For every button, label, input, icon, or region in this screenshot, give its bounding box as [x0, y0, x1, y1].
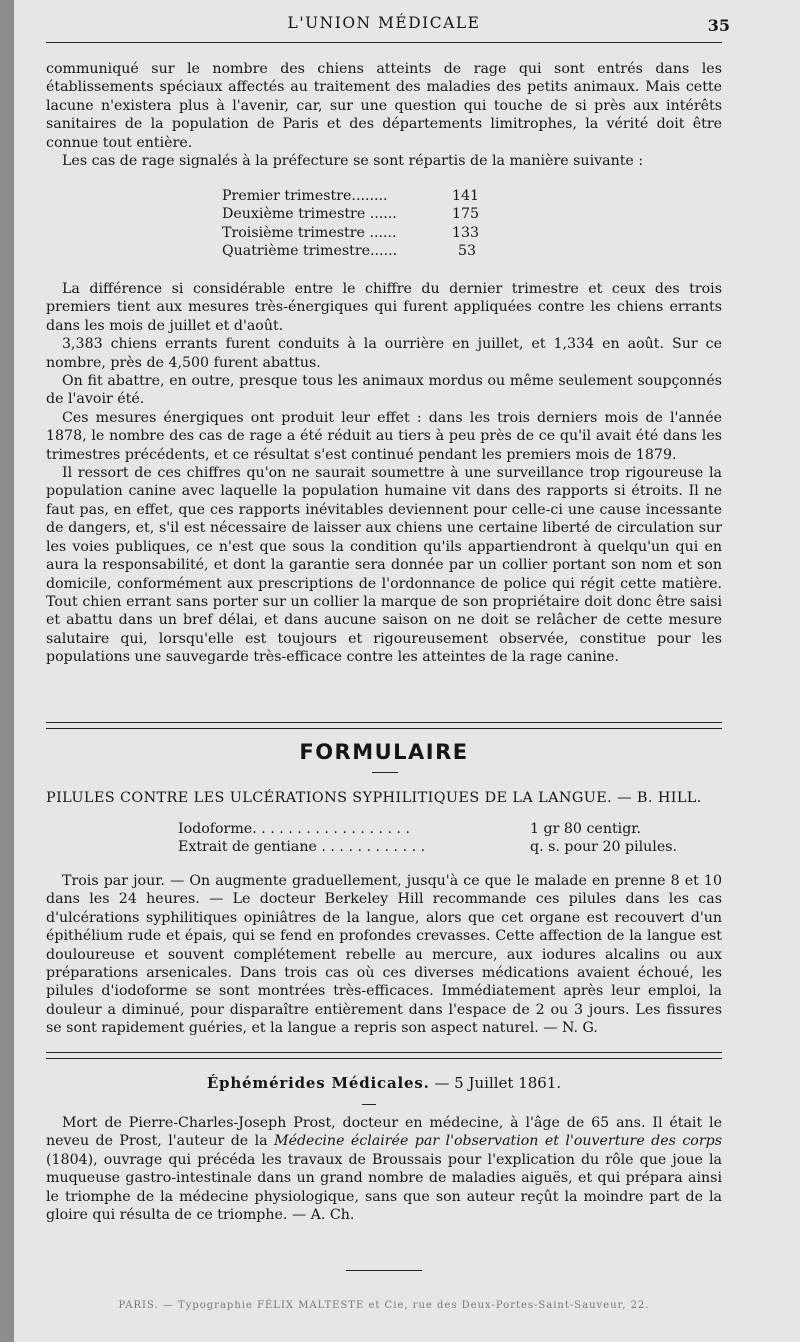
paragraph-6: Ces mesures énergiques ont produit leur effet : dans les trois derniers mois de l'année 1878, le nombre des cas de rage a été réduit au tiers à peu près de ce qu'il avait été dans les trimestres précédents, et ce résultat s'est continué pendant les premiers mois de 1879. [46, 409, 722, 463]
formulaire-heading: FORMULAIRE [299, 740, 469, 764]
article-continuation [46, 60, 722, 170]
quarter-label: Quatrième trimestre...... [222, 243, 398, 260]
quarter-label: Premier trimestre........ [222, 188, 388, 204]
quarter-value: 175 [452, 206, 480, 223]
recipe-ingredients [178, 820, 678, 857]
ephemerides-text-end: (1804), ouvrage qui précéda les travaux de Broussais pour l'explication du rôle que joue la muqueuse gastro-intestinale dans un grand nombre de maladies aiguës, et qui prépara ainsi le triomphe de la médecine physiologique, sans que son auteur reçût la moindre part de la gloire qui résulta de ce triomphe. — A. Ch. [46, 1151, 722, 1224]
running-header [46, 14, 730, 36]
heading-dash [372, 772, 398, 773]
ephemerides-date: — 5 Juillet 1861. [434, 1074, 562, 1092]
header-rule [46, 42, 722, 43]
ingredient-name: Extrait de gentiane . . . . . . . . . . . . [178, 839, 426, 856]
scan-edge [0, 0, 14, 1342]
recipe-title: PILULES CONTRE LES ULCÉRATIONS SYPHILITIQUES DE LA LANGUE. — B. HILL. [46, 790, 702, 806]
quarter-label: Deuxième trimestre ...... [222, 206, 397, 223]
article-body [46, 280, 722, 667]
page-number: 35 [707, 16, 730, 35]
ephemerides-paragraph [46, 1114, 722, 1224]
ephemerides-title: Éphémérides Médicales. [206, 1074, 430, 1092]
paragraph-4: 3,383 chiens errants furent conduits à la ourrière en juillet, et 1,334 en août. Sur ce nombre, près de 4,500 furent abattus. [46, 336, 722, 371]
table-row [222, 224, 522, 242]
paragraph-2: Les cas de rage signalés à la préfecture se sont répartis de la manière suivante : [62, 153, 644, 170]
ingredient-row [178, 820, 678, 838]
table-row [222, 187, 522, 205]
paragraph-1: communiqué sur le nombre des chiens atteints de rage qui sont entrés dans les établissements spéciaux affectés au traitement des maladies des petits animaux. Mais cette lacune n'existera plus à l'avenir, car, sur une question qui touche de si près aux intérêts sanitaires de la population de Paris et des départements limitrophes, la vérité doit être connue tout entière. [46, 61, 722, 151]
quarter-value: 141 [452, 188, 480, 204]
ingredient-row [178, 838, 678, 856]
section-double-rule [46, 1052, 722, 1059]
table-row [222, 242, 522, 260]
ephemerides-body [46, 1114, 722, 1224]
section-double-rule [46, 722, 722, 729]
quarter-value: 53 [458, 243, 477, 260]
ephemerides-text-start: Mort de Pierre-Charles-Joseph Prost, docteur en médecine, à l'âge de 65 ans. Il était le neveu de Prost, l'auteur de la [46, 1115, 722, 1150]
ingredient-dose: 1 gr 80 centigr. [530, 821, 642, 837]
ingredient-dose: q. s. pour 20 pilules. [530, 839, 678, 856]
quarterly-cases-table [222, 187, 522, 261]
paragraph-5: On fit abattre, en outre, presque tous les animaux mordus ou même seulement soupçonnés de l'avoir été. [46, 373, 722, 408]
ephemerides-heading [46, 1074, 722, 1092]
quarter-label: Troisième trimestre ...... [222, 224, 397, 241]
paragraph-3: La différence si considérable entre le chiffre du dernier trimestre et ceux des trois premiers tient aux mesures très-énergiques qui furent appliquées contre les chiens errants dans les mois de juillet et d'août. [46, 281, 722, 334]
heading-dash [362, 1104, 376, 1105]
formulaire-paragraph: Trois par jour. — On augmente graduellement, jusqu'à ce que le malade en prenne 8 et 10 dans les 24 heures. — Le docteur Berkeley Hill recommande ces pilules dans les cas d'ulcérations syphilitiques opiniâtres de la langue, alors que cet organe est recouvert d'un épithélium rude et épais, qui se fend en profondes crevasses. Cette affection de la langue est douloureuse et souvent complétement rebelle au mercure, aux iodures alcalins ou aux préparations arsenicales. Dans trois cas où ces diverses médications avaient échoué, les pilules d'iodoforme se sont montrées très-efficaces. Immédiatement après leur emploi, la douleur a diminué, pour disparaître entièrement dans l'espace de 2 ou 3 jours. Les fissures se sont rapidement guéries, et la langue a repris son aspect naturel. — N. G. [46, 873, 722, 1037]
table-row [222, 205, 522, 223]
formulaire-body [46, 872, 722, 1038]
journal-page [14, 0, 800, 1342]
end-rule [346, 1270, 422, 1271]
journal-title: L'UNION MÉDICALE [287, 14, 481, 32]
ingredient-name: Iodoforme. . . . . . . . . . . . . . . . . . [178, 821, 411, 837]
printer-imprint: PARIS. — Typographie FÉLIX MALTESTE et Cie, rue des Deux-Portes-Saint-Sauveur, 22. [118, 1300, 650, 1311]
quarter-value: 133 [452, 224, 480, 241]
book-title: Médecine éclairée par l'observation et l'ouverture des corps [274, 1133, 722, 1150]
paragraph-7: Il ressort de ces chiffres qu'on ne saurait soumettre à une surveillance trop rigoureuse la population canine avec laquelle la population humaine vit dans des rapports si étroits. Il ne faut pas, en effet, que ces rapports inévitables deviennent pour celle-ci une cause incessante de dangers, et, s'il est nécessaire de laisser aux chiens une certaine liberté de circulation sur les voies publiques, ce n'est que sous la condition qu'ils appartiendront à quelqu'un qui en aura la responsabilité, et dont la garantie sera donnée par un collier portant son nom et son domicile, conformément aux prescriptions de l'ordonnance de police qui régit cette matière. Tout chien errant sans porter sur un collier la marque de son propriétaire doit donc être saisi et abattu dans un bref délai, et dans aucune saison on ne doit se relâcher de cette mesure salutaire qui, lorsqu'elle est toujours et rigoureusement observée, constitue pour les populations une sauvegarde très-efficace contre les atteintes de la rage canine. [46, 465, 722, 666]
